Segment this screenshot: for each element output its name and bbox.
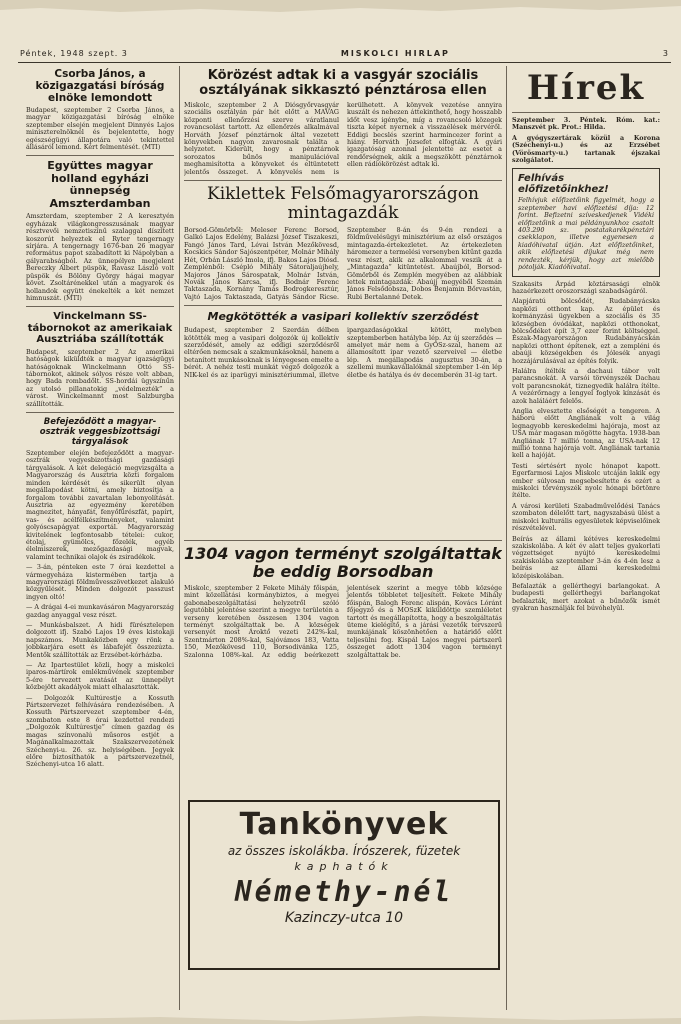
vasipar-headline: Megkötötték a vasipari kollektív szerződést [207, 310, 479, 324]
ad-shop-name: Némethy-nél [234, 875, 454, 908]
news-item: Szakasits Árpád köztársasági elnök hazaérkezett oroszországi szabadságáról. [512, 279, 660, 295]
subscription-notice [512, 168, 660, 276]
article-title: Csorba János, a közigazgatási bíróság elnöke lemondott [35, 68, 165, 104]
vasipar-body: Budapest, szeptember 2 Szerdán délben kötötték meg a vasipari dolgozók új kollektív szerződését, amely az eddigi szerződésről eltérően nemcsak a szakmunkásoknál, hanem a betanított munkásoknak is lényegesen emelte a bérét. A nehéz testi munkát végző dolgozók a NIK-kel és az iparügyi minisztériummal, illetve ipargazdaságokkal kötött, melyben szeptemberben hatályba lép. Az új szerződés — amelyet már nem a GyOSz-szal, hanem az államosított ipar vezető szerveivel — életbe lép. A megállapodás augusztus 30-án, a szellemi munkavállalóknál szeptember 1-én lép életbe és hatálya és év decemberén 31-ig tart. [184, 326, 502, 379]
news-item: Anglia elvesztette elsőségét a tengeren. A háború előtt Angliának volt a világ legnagyobb kereskedelmi hajóraja, most az USA már magasan mögötte hagyta. 1938-ban Angliának 17 millió tonna, az USA-nak 12 millió tonna hajóraja volt. Angliának tartania kell a hajóját. [512, 407, 660, 460]
right-column [512, 68, 660, 1008]
center-column-lower [184, 540, 502, 766]
divider [184, 540, 502, 541]
tankonyvek-advertisement [188, 800, 500, 970]
column-rule [506, 66, 507, 1010]
header-rule [18, 62, 671, 63]
notice-text: Felhívjuk előfizetőink figyelmét, hogy a szeptember havi előfizetési díja: 12 forint. Befizetni szíveskedjenek Vidéki előfizetőink a mai példányunkhoz csatolt 403.290 sz. postatakarékpénztári csekklapon, illetve egyenesen a kiadóhivatal útján. Azt előfizetőinket, akik előfizetési díjukat még nem rendezték, kérjük, hogy azt mielőbb pótolják. Kiadóhivatal. [518, 196, 654, 272]
lead-article-body: Miskolc, szeptember 2 A Diósgyőrvasgyár szociális osztályán pár hét előtt a MAVAG központi ellenőrzési szerve váratlanul rovancsolást tartott. Az ellenőrzés alkalmával Horváth József pénztárnok által vezetett könyvekben nagyon zavarosnak találta a helyzetet. Kiderült, hogy a pénztárnok sorozatos bűnös manipulációval meghamisította a könyveket és eltüntetett jelentős összeget. A könyvelés nem is kerülhetett. A könyvek vezetése annyira kuszált és nehezen áttekinthető, hogy hosszabb időt vesz igénybe, míg a rovancsoló közegek tiszta képet nyernek a visszaélések mérvéről. Eddigi becslés szerint harmincezer forint a hiány. Horváth Józsefet elfogták. A gyári igazgatóság azonnal jelentette az esetet a rendőrségnek, akik a megszökött pénztárnok ellen rádiókörözést adtak ki. [184, 101, 502, 176]
article-title: Vinckelmann SS-tábornokot az amerikaiak Ausztriába szállították [27, 311, 173, 346]
termeny-body: Miskolc, szeptember 2 Fekete Mihály főispán, mint közellátási kormánybiztos, a megyei gabonabeszolgáltatási helyzetről szóló legutóbbi jelentése szerint a megye területén a verseny keretében összesen 1304 vagon terményt szolgáltattak be. A községek versenyét most Ároktő vezeti 242%-kal, Szentmárton 208%-kal, Sajóvámos 183, Vatta 150, Mezőkövesd 110, Borsodivánka 125, Szalonna 108%-kal. Az eddig beérkezett jelentések szerint a megye több községe jelentős többletet teljesített. Fekete Mihály főispán, Balogh Ferenc alispán, Kovács Lóránt főjegyző és a MOSzK kiküldöttje szemléletet tartott és megállapította, hogy a beszolgáltatás üteme kielégítő, s a járási vezetők tervszerű munkájának köszönhetően a határidő előtt teljesülni fog. Kispál Lajos megyei pártszerű összeget adott 1304 vagon terményt szolgáltattak be. [184, 584, 502, 659]
page-number: 3 [662, 48, 669, 58]
ad-line: kaphatók [294, 860, 394, 873]
center-column [184, 68, 502, 538]
ad-line: az összes iskolákba. Írószerek, füzetek [227, 844, 461, 858]
divider [184, 305, 502, 306]
article-body: Budapest, szeptember 2 Csorba János, a magyar közigazgatási bíróság elnöke szeptember elsején megjelent Dinnyés Lajos miniszterelnöknél és bejelentette, hogy egészségügyi állapotára való tekintettel állásáról lemond. Kért felmentését. (MTI) [26, 106, 174, 152]
article-body: Budapest, szeptember 2 Az amerikai hatóságok kiküldték a magyar igazságügyi hatóságoknak Winckelmann Ottó SS-tábornokot, akinek sólyos része volt abban, hogy Bada rombadőlt. SS-hordái ügyszínűn az utolsó pillanatokig „védelmezték” a várost. Winckelmannt most Salzburgba szállították. [26, 347, 174, 408]
news-item: — Az Ipartestület közli, hogy a miskolci iparos-mártírok emlékművének szeptember 5-ére tervezett avatását az ünnepélyt közbejött akadályok miatt elhalasztották. [26, 661, 174, 692]
issue-date: Péntek, 1948 szept. 3 [20, 48, 128, 58]
news-item: Befalazták a gellérthegyi barlangokat. A budapesti gellérthegyi barlangokat befalazták, mert azokat a bűnözők ismét gyakran használják fel búvóhelyül. [512, 581, 660, 613]
article-body: Szeptember elején befejeződött a magyar-osztrák vegyesbizottsági gazdasági tárgyalások. A két delegáció megvizsgálta a Magyarország és Ausztria közti forgalom minden kérdését és sikerült olyan megállapodást kötni, amely biztosítja a forgalom további zavartalan lebonyolítását. Ausztria az egyezmény keretében magnezitet, hányafát, fenyőfűrészfát, papírt, vas- és acélfélkészítményeket, valamint golyóscsapágyat exportál. Magyarország kivitelének legfontosabb tételei: cukor, étolaj, gyümölcs, főzelék, egyéb élelmiszerek, mezőgazdasági magvak, valamint technikai olajok és zsiradékok. [26, 449, 174, 561]
divider [26, 306, 174, 307]
news-item: — A drágai 4-ei munkavásáron Magyarország gazdag anyaggal vesz részt. [26, 603, 174, 619]
ad-address: Kazinczy-utca 10 [284, 910, 404, 926]
divider [26, 155, 174, 156]
masthead-name: MISKOLCI HIRLAP [340, 48, 450, 58]
article-title: Együttes magyar holland egyházi ünnepség Amszterdamban [47, 159, 153, 210]
news-item: Beírás az állami kétéves kereskedelmi szakiskolába. A két év alatt teljes gyakorlati végzettséget nyújtó kereskedelmi szakiskolába szeptember 3-án és 4-én lesz a beírás az állami kereskedelmi középiskolában. [512, 534, 660, 580]
pharmacy-notice: A gyógyszertárak közül a Korona (Széchenyi-u.) és az Erzsébet (Vörösmarty-u.) tartanak éjszakai szolgálatot. [512, 133, 660, 165]
divider [26, 412, 174, 413]
ad-title: Tankönyvek [239, 807, 449, 842]
news-item: Halálra ítélték a dachaui tábor volt parancsnokát. A varsói törvényszék Dachau volt parancsnokát, tiznegyedik halálra ítélte. A vezérőrnagy a lengyel foglyok kínzását és azok haláláért felelős. [512, 366, 660, 405]
termeny-headline: 1304 vagon terményt szolgáltattak be eddig Borsodban [184, 544, 502, 581]
news-item: — Munkásbalszet. A hidi fürésztelepen dolgozott ifj. Szabó Lajos 19 éves kistokaji napszámos. Munkaközben egy rönk a jobbkarjára esett és lábafejét összezúzta. Mentők szállították az Erzsébet-kórházba. [26, 621, 174, 659]
mintagazda-headline: Kiklettek Felsőmagyarországon mintagazdák [207, 184, 479, 224]
lead-headline: Körözést adtak ki a vasgyár szociális osztályának sikkasztó pénztárosa ellen [199, 68, 487, 98]
article-body: Amszterdam, szeptember 2 A keresztyén egyházak világkongresszusának magyar résztvevői nemzetiszínű szalaggal díszített koszorút helyeztek el Ryter tengernagy sírjára. A tengernagy 1676-ban 26 magyar református papot szabadított ki Nápolyban a gályarabságból. Az ünnepélyen megjelent Bereczky Albert püspök, Ravasz László volt püspök és Bölöny György hágai magyar követ. Zsoltárénekkel után a magyarok és hollandok együtt énekelték a két nemzet himnuszát. (MTI) [26, 212, 174, 302]
mintagazda-body: Borsod-Gömörből: Meleser Ferenc Borsod, Galkó Lajos Edelény, Balázsi József Tiszakeszi, Fangó János Tard, Lévai István Mezőkövesd, Kocskics Sándor Sajószentpéter, Molnár Mihály Hét, Orbán László Imola, ifj. Bakos Lajos Diósd. Zemplénből: Csépló Mihály Sátoraljaújhely, Majoros János Sárospatak, Molnár István, Novák János Karcsa, ifj. Bodnár Ferenc Taktaszada, Kornány Tamás Bodrogkeresztúr, Vajtó Lajos Taktaszada, Gatyás Sándor Ricse. Szeptember 8-án és 9-én rendezi a földművelésügyi minisztérium az első országos mintagazda-értekezletet. Az értekezleten háromezer a termelési versenyben kitűnt gazda vesz részt, akik az alkalommal veszik át a „Mintagazda” kitüntetést. Abaújból, Borsod-Gömörből és Zemplén megyében az alábbiak lettek mintagazdák: Abaújj megyéből Szemán János Felsődobsza, Dobos Benjamin Bőrvastán, Rubi Bertalanné Detek. [184, 226, 502, 301]
column-rule [179, 66, 180, 1010]
news-item: — Dolgozók Kultúrestje a Kossuth Pártszervezet felhívására rendezésében. A Kossuth Pártszervezet szeptember 4-én, szombaton este 8 órai kezdettel rendezi „Dolgozók Kultúrestje” címen gazdag és magas színvonalú műsoros estjét a Magánalkalmazottak Szakszervezetének Széchenyi-u. 26. sz. helyiségében. Jegyek előre biztosíthatók a pártszervezetnél, Széchenyi-utca 16 alatt. [26, 693, 174, 769]
news-item: Alapjáratú bölcsődét, Rudabányácska napközi otthont kap. Az épület és kormányzási ügyekben a szociális és 35 községben óvódákat, napközi otthonokat, bölcsődéket épít 3,7 ezer forint költséggel. Észak-Magyarországon Rudabányácskán napközi otthont építenek, ezt a zempléni és abaúji községekben és Jólesék anyagi hozzájárulásával az építés folyik. [512, 297, 660, 365]
hirek-title: Hírek [526, 68, 646, 108]
article-title: Befejeződött a magyar-osztrák veggesbizottsági tárgyalások [39, 417, 161, 448]
divider [184, 180, 502, 181]
divider [512, 112, 660, 113]
news-item: — 3-án, pénteken este 7 órai kezdettel a vármegyeháza kistermében tartja a magyarországi földművesszövetkezet alakuló közgyűlését. Minden dolgozót passzust ingyen oltó! [26, 563, 174, 601]
left-column [26, 68, 174, 1008]
news-item: Testi sértésért nyolc hónapot kapott. Egerfarmosi Lajos Miskolc utcáján lakik egy ember súlyosan megsebesítette és ezért a miskolci törvényszék nyolc hónapi börtönre ítélte. [512, 461, 660, 500]
news-item: A városi kerületi Szabadművelődési Tanács szombaton délelőtt tart, nagyszabású ülést a miskolci kulturális egyesületek képviselőinek részvételével. [512, 501, 660, 533]
calendar-line: Szeptember 3. Péntek. Róm. kat.: Manszvét pk. Prot.: Hilda. [512, 116, 660, 132]
notice-title: Felhívás előfizetőinkhez! [518, 173, 609, 196]
running-head [20, 46, 669, 60]
